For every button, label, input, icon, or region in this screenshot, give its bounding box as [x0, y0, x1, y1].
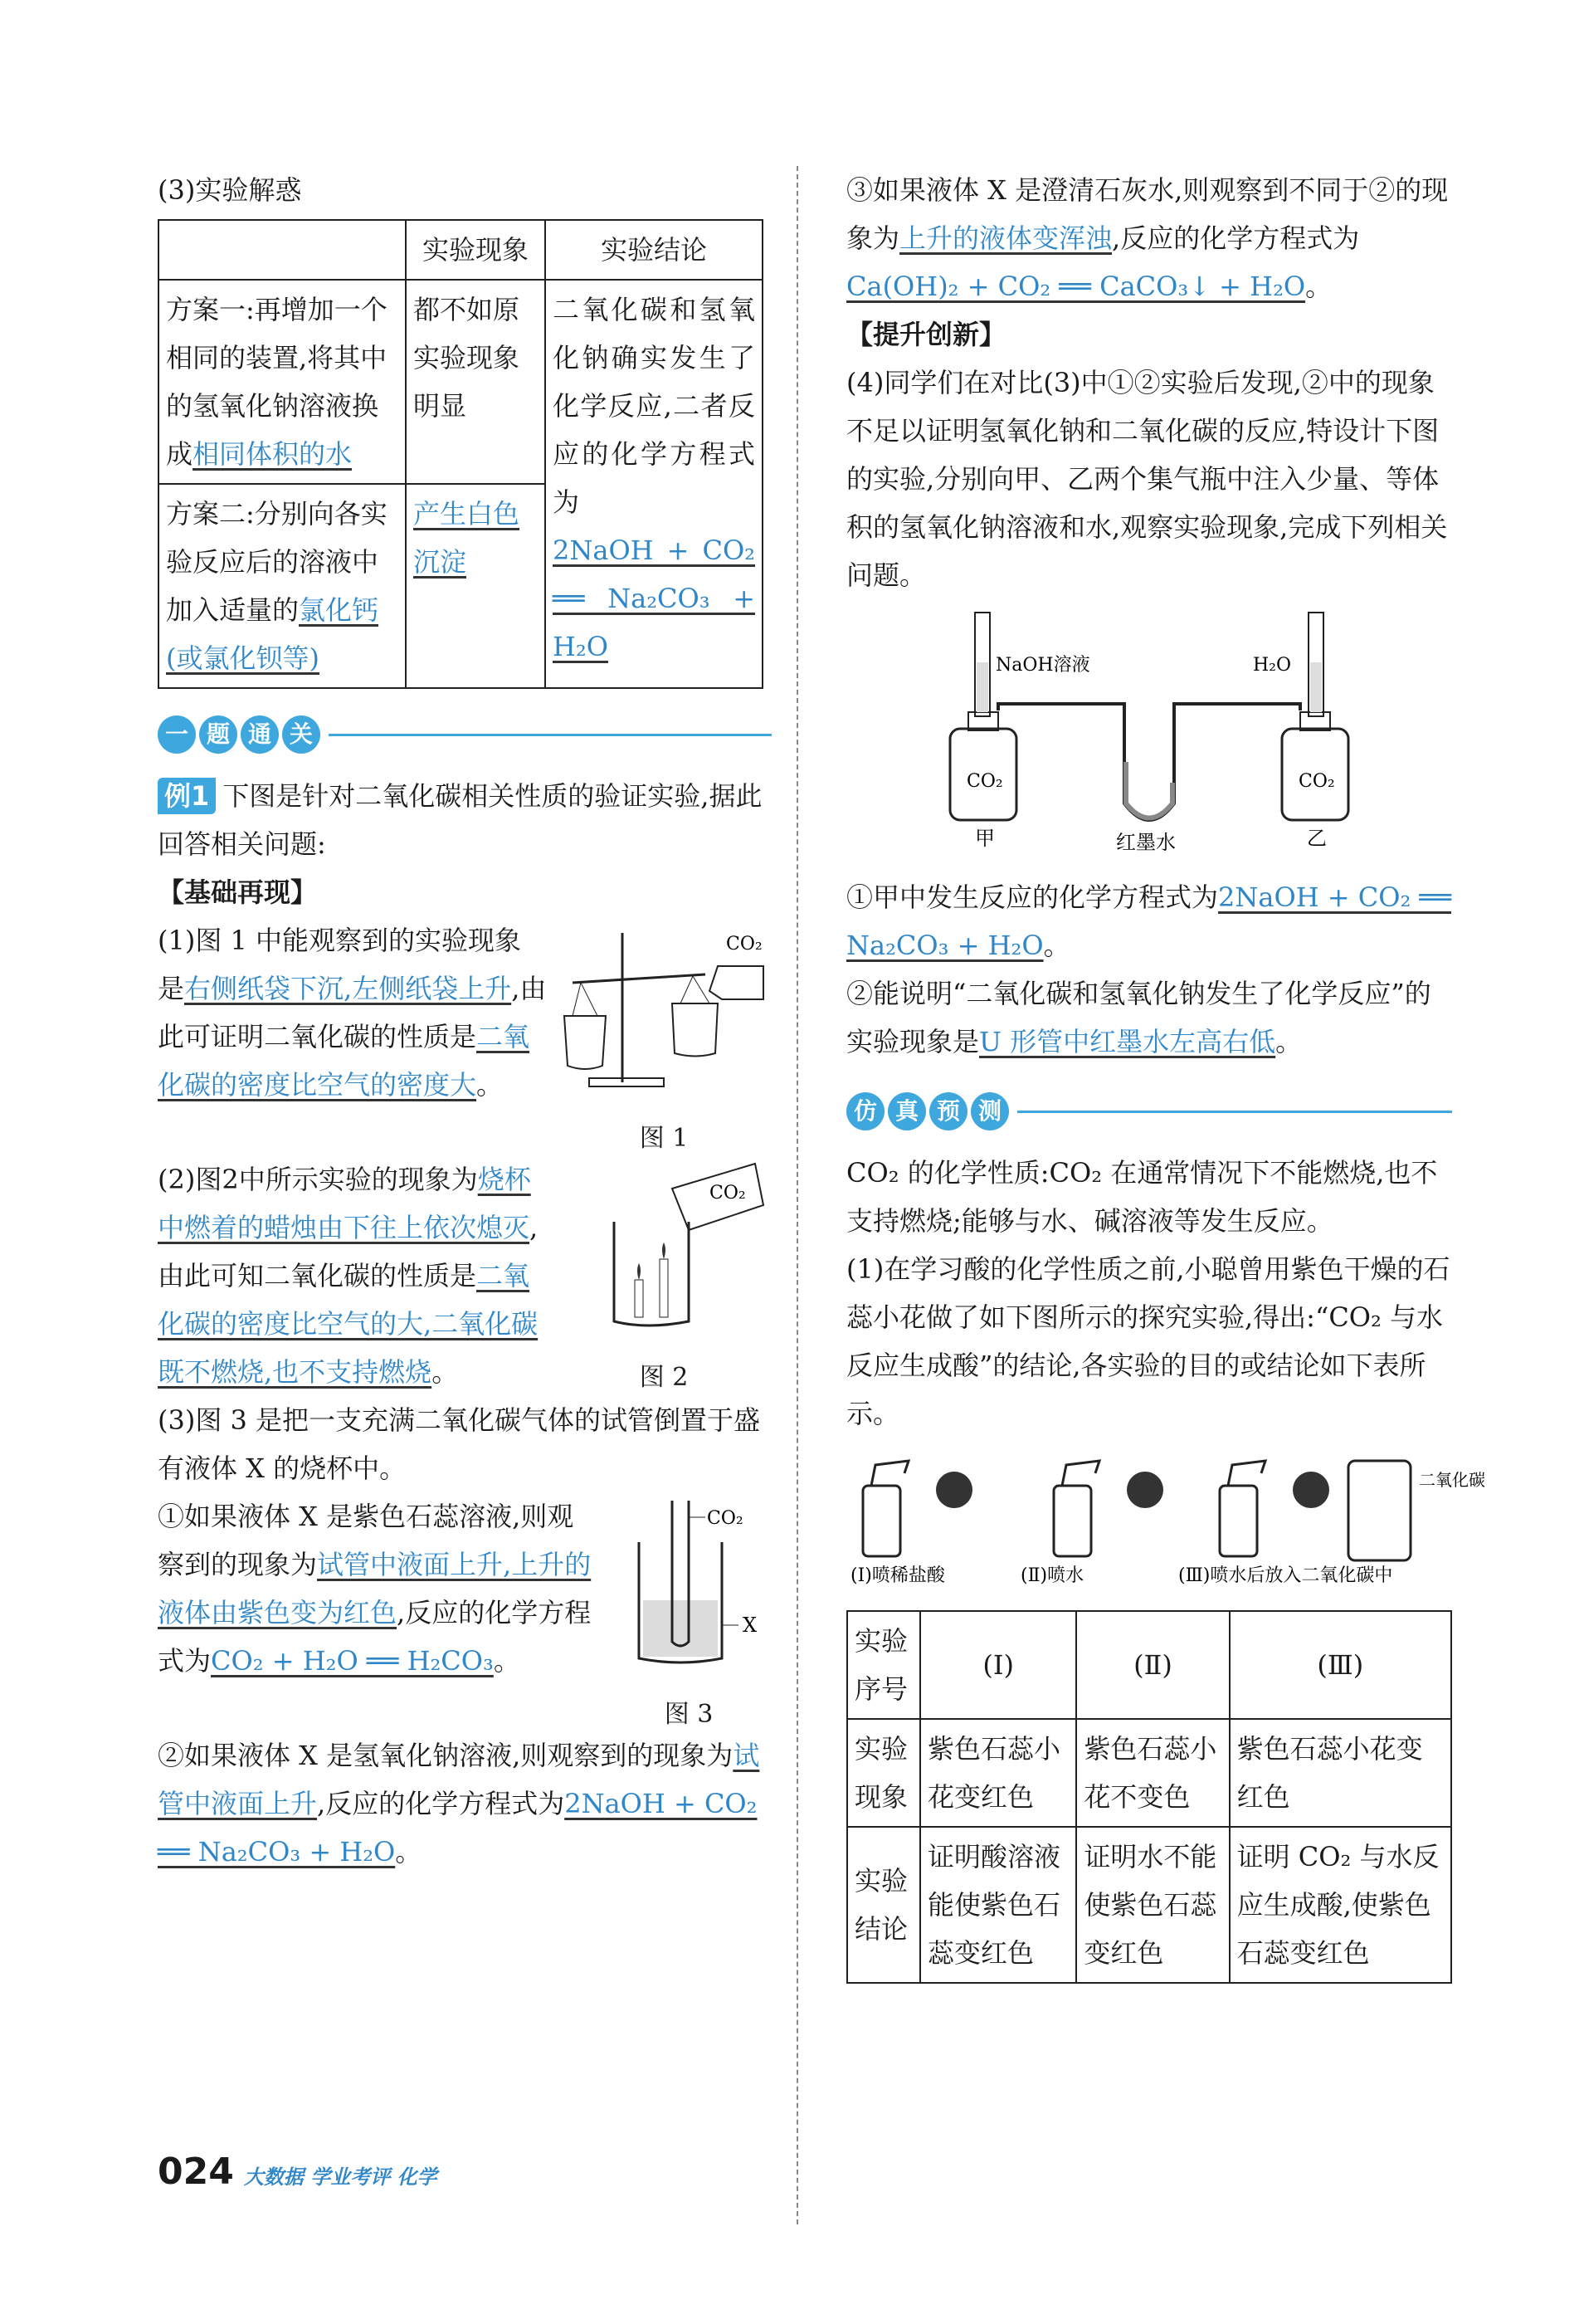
paragraph: CO₂ 的化学性质:CO₂ 在通常情况下不能燃烧,也不支持燃烧;能够与水、碱溶液等发生反应。: [846, 1157, 1438, 1237]
answer-text: 二氧化碳的密度比空气的大,二氧化碳既不燃烧,也不支持燃烧: [158, 1260, 539, 1388]
answer-text: 2NaOH + CO₂ ══ Na₂CO₃ + H₂O: [846, 881, 1451, 961]
figure-caption: 图 1: [639, 1124, 689, 1153]
litmus-table: [846, 1610, 1452, 1984]
table-cell: 方案二:分别向各实验反应后的溶液中加入适量的氯化钙(或氯化钡等): [158, 484, 406, 688]
figure-5: [846, 1444, 1485, 1600]
table-cell: 证明水不能使紫色石蕊变红色: [1076, 1827, 1229, 1983]
answer-text: 上升的液体变浑浊: [899, 222, 1113, 254]
figure-caption: (Ⅱ)喷水: [1021, 1565, 1084, 1586]
litmus-flower-diagram: [846, 1444, 1485, 1586]
candle-beaker-diagram: [556, 1155, 772, 1346]
paragraph: (1)在学习酸的化学性质之前,小聪曾用紫色干燥的石蕊小花做了如下图所示的探究实验,得出:“CO₂ 与水反应生成酸”的结论,各实验的目的或结论如下表所示。: [846, 1253, 1450, 1429]
inverted-tube-diagram: [606, 1492, 772, 1683]
figure-caption: 图 2: [639, 1363, 689, 1392]
answer-text: 右侧纸袋下沉,左侧纸袋上升: [184, 973, 512, 1004]
section-banner: 一 题 通 关: [158, 706, 772, 764]
question-3-3: ③如果液体 X 是澄清石灰水,则观察到不同于②的现象为上升的液体变浑浊,反应的化学方程式为Ca(OH)₂ + CO₂ ══ CaCO₃↓ + H₂O。: [846, 174, 1449, 302]
yi-label: 乙: [1307, 827, 1327, 850]
table-header: 实验序号: [847, 1611, 920, 1719]
question-4: (4)同学们在对比(3)中①②实验后发现,②中的现象不足以证明氢氧化钠和二氧化碳的反应,特设计下图的实验,分别向甲、乙两个集气瓶中注入少量、等体积的氢氧化钠溶液和水,观察实验现象,完成下列相关问题。: [846, 367, 1448, 591]
answer-text: 产生白色沉淀: [413, 498, 520, 578]
table-cell: 证明 CO₂ 与水反应生成酸,使紫色石蕊变红色: [1230, 1827, 1451, 1983]
section-heading: (3)实验解惑: [158, 174, 302, 206]
answer-text: U 形管中红墨水左高右低: [979, 1026, 1276, 1057]
co2-label: CO₂: [1299, 771, 1335, 792]
table-header: 实验现象: [406, 220, 545, 280]
experiment-table: [158, 219, 763, 689]
figure-caption: (Ⅰ)喷稀盐酸: [850, 1565, 945, 1586]
table-header: (Ⅱ): [1076, 1611, 1229, 1719]
table-cell: 实验现象: [847, 1719, 920, 1827]
answer-text: CO₂ + H₂O ══ H₂CO₃: [211, 1645, 494, 1677]
answer-text: Ca(OH)₂ + CO₂ ══ CaCO₃↓ + H₂O: [846, 271, 1306, 302]
question-4-1: ①甲中发生反应的化学方程式为2NaOH + CO₂ ══ Na₂CO₃ + H₂O。: [846, 881, 1451, 961]
table-cell: 方案一:再增加一个相同的装置,将其中的氢氧化钠溶液换成相同体积的水: [158, 280, 406, 484]
table-cell: 紫色石蕊小花变红色: [1230, 1719, 1451, 1827]
right-column: [846, 166, 1485, 1984]
co2-label: CO₂: [967, 771, 1003, 792]
h2o-label: H₂O: [1253, 655, 1292, 676]
question-3-1: CO₂ X 图 3 ①如果液体 X 是紫色石蕊溶液,则观察到的现象为试管中液面上升,上升的液体由紫色变为红色,反应的化学方程式为CO₂ + H₂O ══ H₂CO₃。: [158, 1492, 772, 1685]
subsection-heading: 【基础再现】: [158, 876, 318, 908]
balance-diagram: [556, 916, 772, 1107]
co2-label: CO₂: [709, 1183, 746, 1204]
answer-text: 试管中液面上升,上升的液体由紫色变为红色: [158, 1549, 592, 1628]
jia-label: 甲: [975, 827, 995, 850]
answer-text: 2NaOH + CO₂ ══ Na₂CO₃ + H₂O: [158, 1788, 758, 1868]
co2-label: CO₂: [707, 1508, 743, 1529]
question-4-2: ②能说明“二氧化碳和氢氧化钠发生了化学反应”的实验现象是U 形管中红墨水左高右低。: [846, 978, 1431, 1057]
figure-2: [556, 1155, 772, 1394]
x-label: X: [743, 1614, 758, 1637]
brand-logo: 大数据 学业考评 化学: [243, 2165, 437, 2189]
answer-text: 烧杯中燃着的蜡烛由下往上依次熄灭: [158, 1164, 531, 1243]
section-banner: 仿 真 预 测: [846, 1082, 1452, 1140]
question-3-2: ②如果液体 X 是氢氧化钠溶液,则观察到的现象为试管中液面上升,反应的化学方程式为2NaOH + CO₂ ══ Na₂CO₃ + H₂O。: [158, 1740, 760, 1868]
figure-caption: 图 3: [664, 1700, 714, 1729]
figure-1: [556, 916, 772, 1155]
u-tube-apparatus-diagram: [917, 604, 1382, 853]
question-2: CO₂ 图 2 (2)图2中所示实验的现象为烧杯中燃着的蜡烛由下往上依次熄灭,由此可知二氧化碳的性质是二氧化碳的密度比空气的大,二氧化碳既不燃烧,也不支持燃烧。: [158, 1155, 772, 1396]
table-header: (Ⅰ): [920, 1611, 1076, 1719]
table-cell: 紫色石蕊小花变红色: [920, 1719, 1076, 1827]
ink-label: 红墨水: [1116, 831, 1176, 854]
table-cell: 实验结论: [847, 1827, 920, 1983]
co2-label: CO₂: [726, 934, 763, 954]
table-cell: 紫色石蕊小花不变色: [1076, 1719, 1229, 1827]
page-number: 024: [158, 2151, 234, 2193]
figure-caption: (Ⅲ)喷水后放入二氧化碳中: [1178, 1565, 1393, 1586]
left-column: [158, 166, 772, 1876]
table-cell: 都不如原实验现象明显: [406, 280, 545, 484]
subsection-heading: 【提升创新】: [846, 319, 1006, 350]
example-intro: 例1 下图是针对二氧化碳相关性质的验证实验,据此回答相关问题:: [158, 772, 772, 868]
jar-label: 二氧化碳: [1419, 1470, 1485, 1490]
page-footer: [158, 2148, 437, 2201]
example-tag: 例1: [158, 778, 216, 814]
table-cell: 二氧化碳和氢氧化钠确实发生了化学反应,二者反应的化学方程式为 2NaOH + CO₂ ══ Na₂CO₃ + H₂O: [545, 280, 763, 688]
naoh-label: NaOH溶液: [996, 655, 1090, 676]
answer-text: 试管中液面上升: [158, 1740, 760, 1819]
question-3: (3)图 3 是把一支充满二氧化碳气体的试管倒置于盛有液体 X 的烧杯中。: [158, 1404, 761, 1484]
table-header: (Ⅲ): [1230, 1611, 1451, 1719]
figure-4: [846, 604, 1452, 868]
table-cell: 证明酸溶液能使紫色石蕊变红色: [920, 1827, 1076, 1983]
figure-3: [606, 1492, 772, 1731]
table-cell: [406, 484, 545, 688]
question-1: CO₂ 图 1 (1)图 1 中能观察到的实验现象是右侧纸袋下沉,左侧纸袋上升,由此可证明二氧化碳的性质是二氧化碳的密度比空气的密度大。: [158, 916, 772, 1109]
table-header: 实验结论: [545, 220, 763, 280]
answer-text: 氯化钙(或氯化钡等): [166, 594, 379, 674]
answer-text: 二氧化碳的密度比空气的密度大: [158, 1021, 530, 1101]
answer-text: 相同体积的水: [193, 438, 353, 470]
column-divider: [797, 166, 798, 2224]
answer-text: 2NaOH + CO₂ ══ Na₂CO₃ + H₂O: [553, 535, 755, 662]
